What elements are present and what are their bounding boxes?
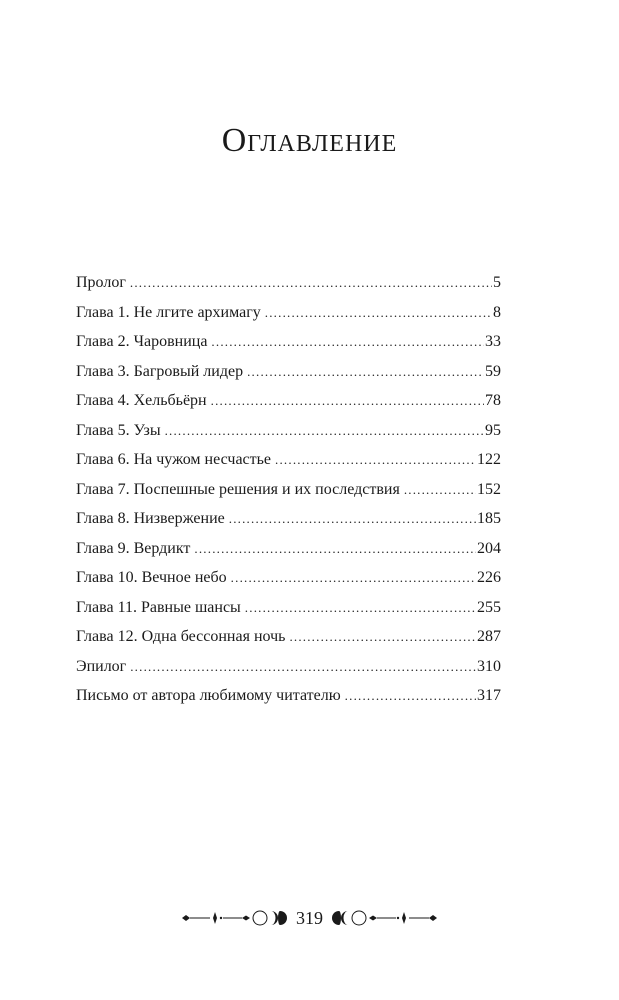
dot-leader xyxy=(130,268,492,298)
toc-entry-page: 5 xyxy=(493,274,501,291)
moon-phase-ornament-right-icon xyxy=(331,906,439,930)
toc-entry[interactable] xyxy=(76,357,501,387)
toc-entry[interactable] xyxy=(76,268,501,298)
toc-entry-label: Глава 12. Одна бессонная ночь xyxy=(76,628,286,645)
toc-entry[interactable] xyxy=(76,327,501,357)
dot-leader xyxy=(130,652,476,682)
toc-entry[interactable] xyxy=(76,504,501,534)
dot-leader xyxy=(194,534,476,564)
toc-entry-page: 122 xyxy=(477,451,501,468)
toc-entry-label: Письмо от автора любимому читателю xyxy=(76,687,341,704)
table-of-contents xyxy=(76,268,501,711)
toc-entry[interactable] xyxy=(76,298,501,328)
toc-entry-page: 287 xyxy=(477,628,501,645)
dot-leader xyxy=(245,593,476,623)
page-footer xyxy=(150,906,469,930)
moon-phase-ornament-left-icon xyxy=(180,906,288,930)
toc-entry-label: Глава 3. Багровый лидер xyxy=(76,362,244,380)
dot-leader xyxy=(211,386,484,416)
toc-entry-page: 152 xyxy=(477,480,501,498)
toc-entry-page: 8 xyxy=(493,303,501,321)
dot-leader xyxy=(211,327,484,357)
toc-entry-label: Глава 10. Вечное небо xyxy=(76,569,227,586)
toc-entry-page: 59 xyxy=(485,362,501,380)
dot-leader xyxy=(345,681,476,711)
toc-entry-label: Глава 7. Поспешные решения и их последствия xyxy=(76,480,400,498)
toc-entry-label: Глава 4. Хельбьёрн xyxy=(76,392,207,409)
toc-entry[interactable] xyxy=(76,622,501,652)
dot-leader xyxy=(229,504,476,534)
dot-leader xyxy=(231,563,476,593)
toc-entry-label: Глава 9. Вердикт xyxy=(76,539,191,557)
toc-entry-page: 185 xyxy=(477,510,501,527)
toc-entry-label: Глава 2. Чаровница xyxy=(76,333,208,350)
toc-entry-label: Эпилог xyxy=(76,657,127,675)
toc-entry[interactable] xyxy=(76,416,501,446)
toc-entry-page: 255 xyxy=(477,598,501,616)
dot-leader xyxy=(275,445,476,475)
toc-entry-page: 95 xyxy=(485,421,501,439)
toc-entry-label: Глава 8. Низвержение xyxy=(76,510,225,527)
toc-entry-page: 78 xyxy=(485,392,501,409)
dot-leader xyxy=(165,416,484,446)
toc-entry[interactable] xyxy=(76,534,501,564)
toc-entry-label: Глава 1. Не лгите архимагу xyxy=(76,303,261,321)
page-title: Оглавление xyxy=(221,122,398,159)
dot-leader xyxy=(247,357,484,387)
toc-entry-label: Глава 6. На чужом несчастье xyxy=(76,451,272,468)
toc-entry-page: 226 xyxy=(477,569,501,586)
toc-entry[interactable] xyxy=(76,475,501,505)
dot-leader xyxy=(265,298,492,328)
toc-entry-label: Глава 11. Равные шансы xyxy=(76,598,241,616)
toc-entry-page: 33 xyxy=(485,333,501,350)
toc-entry-page: 204 xyxy=(477,539,501,557)
toc-entry-label: Глава 5. Узы xyxy=(76,421,161,439)
toc-entry-label: Пролог xyxy=(76,274,126,291)
dot-leader xyxy=(404,475,476,505)
toc-entry-page: 310 xyxy=(477,657,501,675)
toc-entry-page: 317 xyxy=(477,687,501,704)
toc-entry[interactable] xyxy=(76,681,501,711)
toc-entry[interactable] xyxy=(76,445,501,475)
toc-entry[interactable] xyxy=(76,563,501,593)
toc-entry[interactable] xyxy=(76,386,501,416)
dot-leader xyxy=(289,622,476,652)
toc-entry[interactable] xyxy=(76,593,501,623)
toc-entry[interactable] xyxy=(76,652,501,682)
page-number: 319 xyxy=(296,908,323,928)
